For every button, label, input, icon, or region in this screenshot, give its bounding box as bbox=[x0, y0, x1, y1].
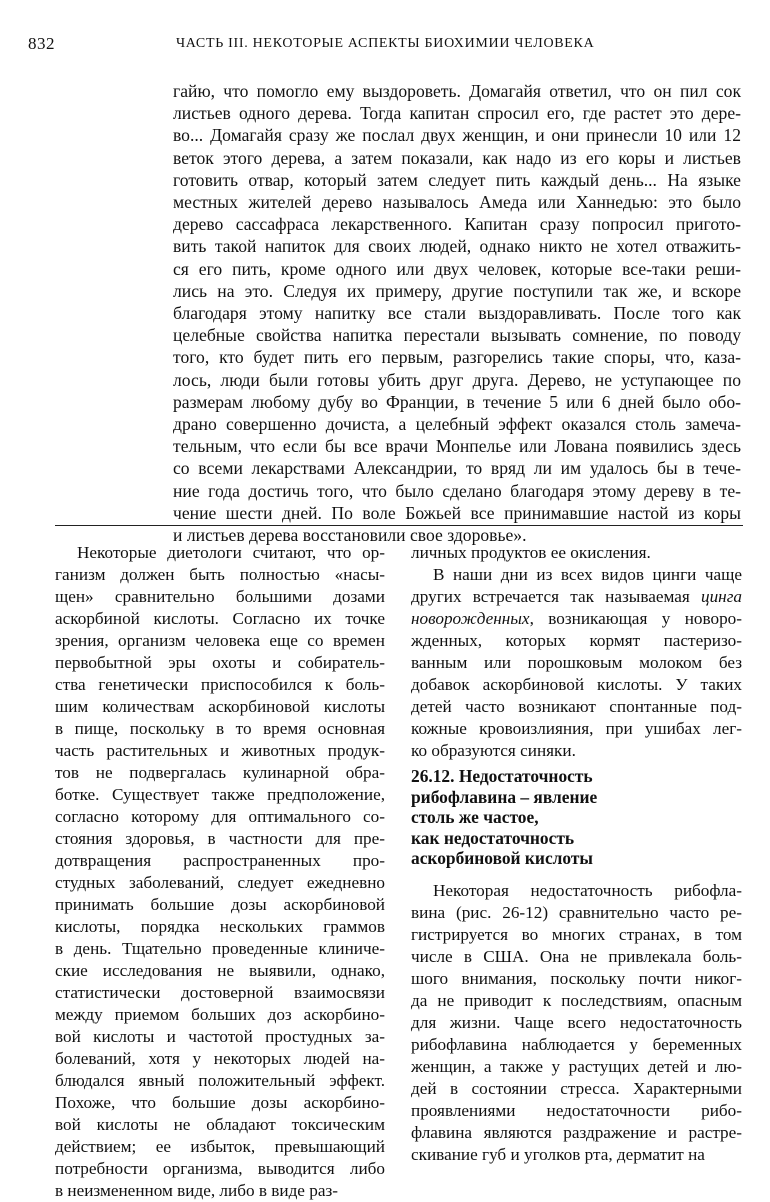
text-line: первобытной эры охоты и собиратель- bbox=[55, 653, 385, 672]
text-line: щен» сравнительно большими дозами bbox=[55, 587, 385, 606]
quote-line: со всеми лекарствами Александрии, то вряд ли им удалось бы в тече- bbox=[173, 458, 741, 479]
text-line: шим количествам аскорбиновой кислоты bbox=[55, 697, 385, 716]
text-line: добавок аскорбиновой кислоты. У таких bbox=[411, 675, 742, 694]
text-line: рибофлавина наблюдается у беременных bbox=[411, 1035, 742, 1054]
text-line: действием; ее избыток, превышающий bbox=[55, 1137, 385, 1156]
text-line: Похоже, что большие дозы аскорбино- bbox=[55, 1093, 385, 1112]
quote-line: драно совершенно дочиста, а целебный эффект оказался столь замеча- bbox=[173, 414, 741, 435]
text-line: Некоторые диетологи считают, что ор- bbox=[77, 543, 385, 562]
text-line: ганизм должен быть полностью «насы- bbox=[55, 565, 385, 584]
quote-line: благодаря этому напитку все стали выздоравливать. После того как bbox=[173, 303, 741, 324]
text-line: в неизмененном виде, либо в виде раз- bbox=[55, 1181, 338, 1200]
text-line: вина (рис. 26-12) сравнительно часто ре- bbox=[411, 903, 742, 922]
text-line: зрения, организм человека еще со времен bbox=[55, 631, 385, 650]
text-line: потребности организма, выводится либо bbox=[55, 1159, 385, 1178]
text-line: в пище, поскольку в то время основная bbox=[55, 719, 385, 738]
quote-line: чение шести дней. По воле Божьей все принимавшие настой из коры bbox=[173, 502, 741, 523]
text-line: вой кислоты и частотой простудных за- bbox=[55, 1027, 385, 1046]
quote-line: того, кто будет пить его первым, разгорелись такие споры, что, каза- bbox=[173, 347, 741, 368]
text-line: других встречается так называемая цинга bbox=[411, 587, 742, 606]
section-heading bbox=[411, 766, 742, 869]
right-column-top bbox=[411, 542, 742, 762]
text-line: в день. Тщательно проведенные клиниче- bbox=[55, 939, 385, 958]
text-line: болеваний, хотя у некоторых людей на- bbox=[55, 1049, 385, 1068]
heading-line: как недостаточность bbox=[411, 827, 575, 848]
quote-line: готовить отвар, который затем следует пить каждый день... На языке bbox=[173, 169, 741, 190]
running-title: ЧАСТЬ III. НЕКОТОРЫЕ АСПЕКТЫ БИОХИМИИ ЧЕЛОВЕКА bbox=[176, 36, 595, 51]
text-line: Некоторая недостаточность рибофла- bbox=[433, 881, 742, 900]
text-line: проявлениями недостаточности рибо- bbox=[411, 1101, 742, 1120]
text-line: да не приводит к последствиям, опасным bbox=[411, 991, 742, 1010]
text-line: студных заболеваний, следует ежедневно bbox=[55, 873, 385, 892]
text-line: тов не подвергалась кулинарной обра- bbox=[55, 763, 385, 782]
heading-line: аскорбиновой кислоты bbox=[411, 848, 594, 869]
quote-line: местных жителей дерево называлось Амеда или Ханнедью: это было bbox=[173, 192, 741, 213]
right-column-bottom bbox=[411, 880, 742, 1166]
text-line: согласно которому для оптимального со- bbox=[55, 807, 385, 826]
quote-line: во... Домагайя сразу же послал двух женщин, и они принесли 10 или 12 bbox=[173, 125, 741, 146]
text-line: вой кислоты не обладают токсическим bbox=[55, 1115, 385, 1134]
text-line: гистрируется во многих странах, в том bbox=[411, 925, 742, 944]
text-line: между приемом больших доз аскорбино- bbox=[55, 1005, 385, 1024]
text-line: детей часто возникают спонтанные под- bbox=[411, 697, 742, 716]
text-line: жденных, которых кормят пастеризо- bbox=[411, 631, 742, 650]
quote-line: размерам любому дубу во Франции, в течение 5 или 6 дней было обо- bbox=[173, 391, 741, 412]
left-column bbox=[55, 542, 385, 1202]
section-divider bbox=[55, 525, 743, 526]
quote-line: и листьев дерева восстановили свое здоровье». bbox=[173, 525, 527, 546]
heading-line: рибофлавина – явление bbox=[411, 786, 598, 807]
text-line: ботке. Существует также предположение, bbox=[55, 785, 385, 804]
heading-line: 26.12. Недостаточность bbox=[411, 766, 593, 786]
text-line: скивание губ и уголков рта, дерматит на bbox=[411, 1145, 705, 1164]
text-line: числе в США. Она не привлекала боль- bbox=[411, 947, 742, 966]
quote-line: ся его пить, кроме одного или двух человек, которые все-таки реши- bbox=[173, 258, 741, 279]
text-line: часть растительных и животных продук- bbox=[55, 741, 385, 760]
quote-line: веток этого дерева, а затем показали, как надо из его коры и листьев bbox=[173, 147, 741, 168]
quote-line: гайю, что помогло ему выздороветь. Домагайя ответил, что он пил сок bbox=[173, 81, 741, 101]
text-line: ванным или порошковым молоком без bbox=[411, 653, 742, 672]
text-line: аскорбиной кислоты. Согласно их точке bbox=[55, 609, 385, 628]
text-line: ства генетически приспособился к боль- bbox=[55, 675, 385, 694]
quote-line: листьев одного дерева. Тогда капитан спросил его, где растет это дере- bbox=[173, 103, 741, 124]
quote-line: лось, люди были готовы убить друг друга. Дерево, не уступающее по bbox=[173, 369, 741, 390]
text-line: кислоты, порядка нескольких граммов bbox=[55, 917, 385, 936]
quoted-passage bbox=[173, 80, 741, 546]
text-line: новорожденных, возникающая у новоро- bbox=[411, 609, 742, 628]
quote-line: ние года достичь того, что было сделано благодаря этому дереву в те- bbox=[173, 480, 741, 501]
quote-line: тельным, что если бы все врачи Монпелье или Лована появились здесь bbox=[173, 436, 741, 457]
heading-line: столь же частое, bbox=[411, 807, 539, 828]
text-line: шого внимания, поскольку почти никог- bbox=[411, 969, 742, 988]
text-line: статистически достоверной взаимосвязи bbox=[55, 983, 385, 1002]
text-line: ко образуются синяки. bbox=[411, 741, 576, 760]
text-line: флавина являются раздражение и растре- bbox=[411, 1123, 742, 1142]
text-line: для жизни. Чаще всего недостаточность bbox=[411, 1013, 742, 1032]
text-line: дотвращения распространенных про- bbox=[55, 851, 385, 870]
text-line: кожные кровоизлияния, при ушибах лег- bbox=[411, 719, 742, 738]
quote-line: лись на это. Следуя их примеру, другие поступили так же, и вскоре bbox=[173, 280, 741, 301]
text-line: личных продуктов ее окисления. bbox=[411, 543, 651, 562]
text-line: принимать большие дозы аскорбиновой bbox=[55, 895, 385, 914]
text-line: ские исследования не выявили, однако, bbox=[55, 961, 385, 980]
page-header bbox=[28, 34, 743, 58]
quote-line: вить такой напиток для своих людей, однако никто не хотел отважить- bbox=[173, 236, 741, 257]
text-line: блюдался явный положительный эффект. bbox=[55, 1071, 385, 1090]
text-line: дей в состоянии стресса. Характерными bbox=[411, 1079, 742, 1098]
quote-line: дерево сассафраса лекарственного. Капитан сразу попросил пригото- bbox=[173, 214, 741, 235]
page-number: 832 bbox=[28, 34, 55, 53]
text-line: женщин, а также у растущих детей и лю- bbox=[411, 1057, 742, 1076]
quote-line: целебные свойства напитка перестали вызывать сомнение, по поводу bbox=[173, 325, 741, 346]
text-line: стояния здоровья, в частности для пре- bbox=[55, 829, 385, 848]
text-line: В наши дни из всех видов цинги чаще bbox=[433, 565, 742, 584]
